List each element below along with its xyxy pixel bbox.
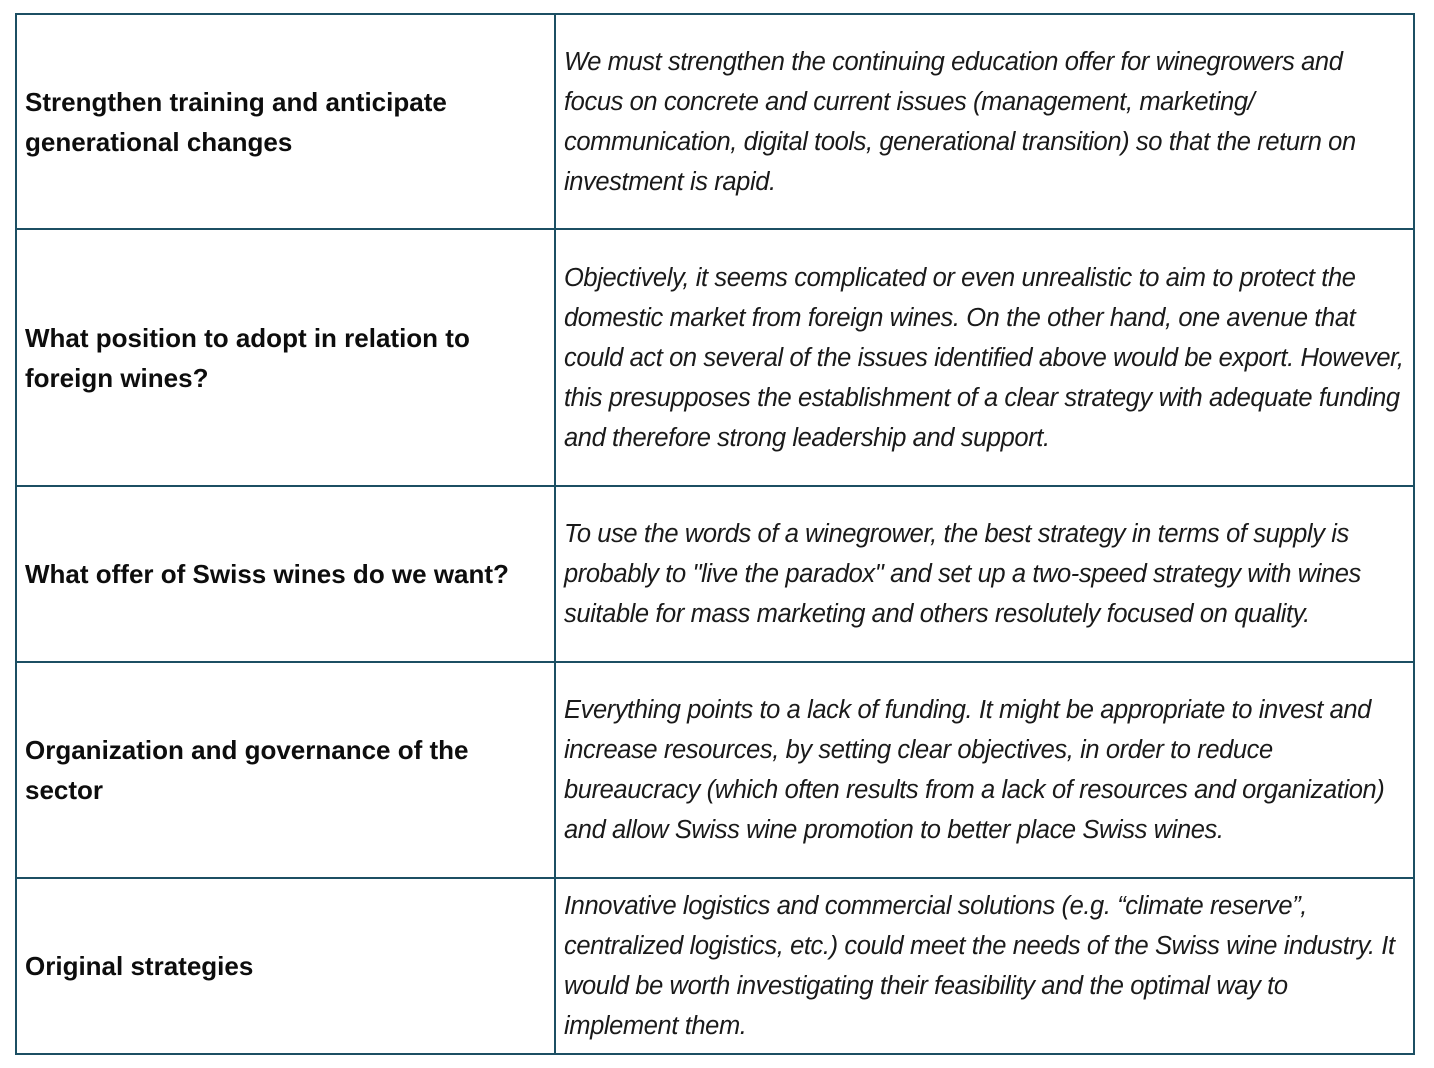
topic-cell: Original strategies [16,878,555,1054]
description-cell: Objectively, it seems complicated or even unrealistic to aim to protect the domestic market from foreign wines. On the other hand, one avenue that could act on several of the issues identified above would be export. However, this presupposes the establishment of a clear strategy with adequate funding and therefore strong leadership and support. [555,229,1414,486]
description-cell: To use the words of a winegrower, the best strategy in terms of supply is probably to "live the paradox" and set up a two-speed strategy with wines suitable for mass marketing and others resolutely focused on quality. [555,486,1414,662]
topic-cell: What offer of Swiss wines do we want? [16,486,555,662]
table-row [16,486,1414,662]
table-row [16,662,1414,878]
table-row [16,878,1414,1054]
topic-cell: Strengthen training and anticipate generational changes [16,14,555,229]
topic-cell: What position to adopt in relation to foreign wines? [16,229,555,486]
table-row [16,229,1414,486]
table-row [16,14,1414,229]
strategy-table [15,13,1415,1055]
topic-cell: Organization and governance of the sector [16,662,555,878]
description-cell: We must strengthen the continuing education offer for winegrowers and focus on concrete and current issues (management, marketing/ communication, digital tools, generational transition) so that the return on investment is rapid. [555,14,1414,229]
description-cell: Innovative logistics and commercial solutions (e.g. “climate reserve”, centralized logistics, etc.) could meet the needs of the Swiss wine industry. It would be worth investigating their feasibility and the optimal way to implement them. [555,878,1414,1054]
description-cell: Everything points to a lack of funding. It might be appropriate to invest and increase resources, by setting clear objectives, in order to reduce bureaucracy (which often results from a lack of resources and organization) and allow Swiss wine promotion to better place Swiss wines. [555,662,1414,878]
